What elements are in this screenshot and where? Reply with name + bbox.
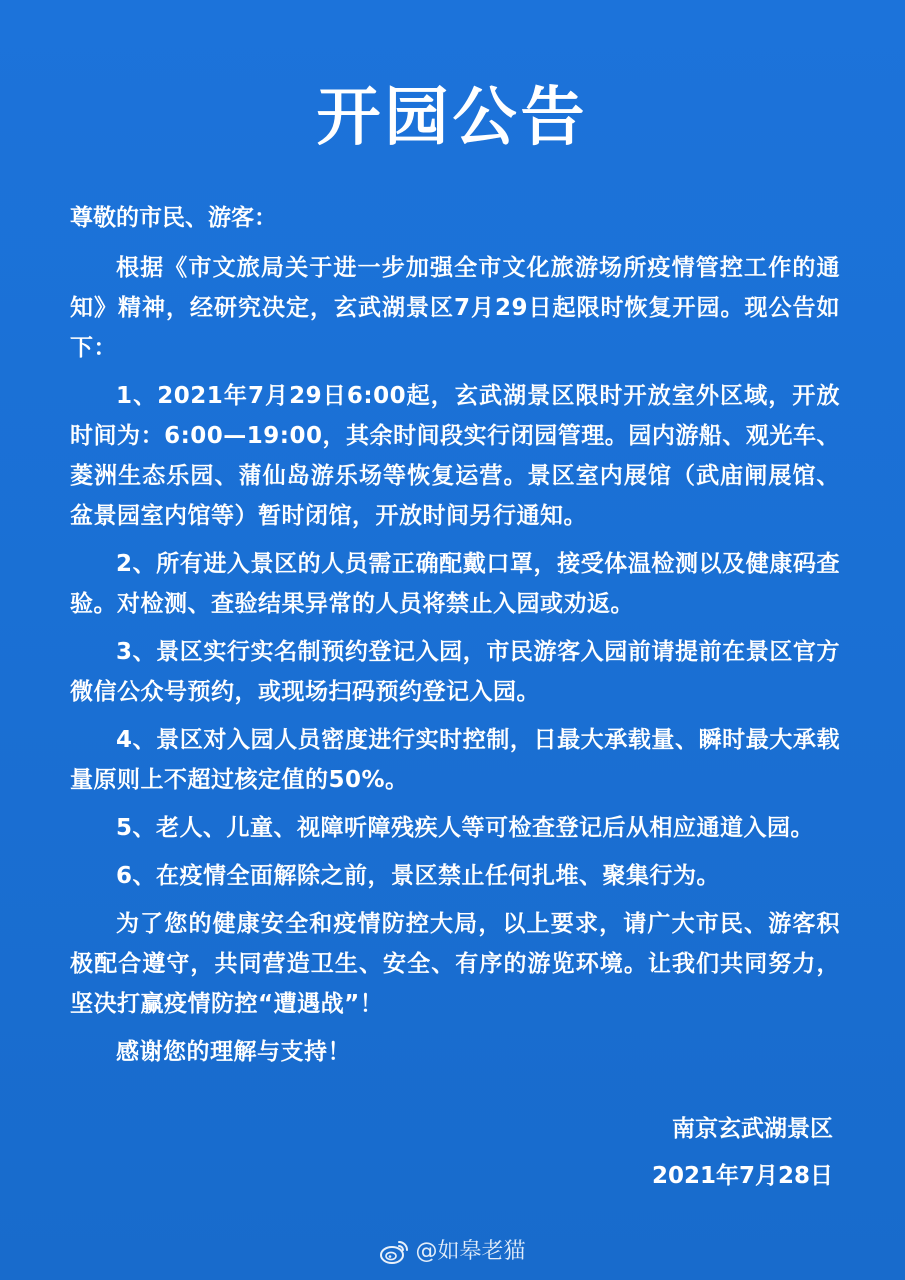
notice-body bbox=[70, 198, 840, 1072]
watermark-text: @如皋老猫 bbox=[415, 1239, 526, 1264]
item-4-paragraph: 4、景区对入园人员密度进行实时控制，日最大承载量、瞬时最大承载量原则上不超过核定值的50%。 bbox=[70, 727, 840, 793]
notice-title: 开园公告 bbox=[316, 81, 589, 155]
signature-date: 2021年7月28日 bbox=[651, 1163, 833, 1189]
appeal-paragraph: 为了您的健康安全和疫情防控大局，以上要求，请广大市民、游客积极配合遵守，共同营造卫生、安全、有序的游览环境。让我们共同努力，坚决打赢疫情防控“遭遇战”！ bbox=[70, 911, 840, 1017]
greeting: 尊敬的市民、游客： bbox=[70, 205, 277, 231]
item-5-paragraph: 5、老人、儿童、视障听障残疾人等可检查登记后从相应通道入园。 bbox=[116, 815, 815, 841]
intro-paragraph: 根据《市文旅局关于进一步加强全市文化旅游场所疫情管控工作的通知》精神，经研究决定，玄武湖景区7月29日起限时恢复开园。现公告如下： bbox=[70, 255, 840, 361]
thanks-paragraph: 感谢您的理解与支持！ bbox=[116, 1039, 351, 1065]
weibo-icon bbox=[379, 1239, 409, 1265]
item-6-paragraph: 6、在疫情全面解除之前，景区禁止任何扎堆、聚集行为。 bbox=[116, 863, 721, 889]
signature-org: 南京玄武湖景区 bbox=[672, 1116, 833, 1142]
item-2-paragraph: 2、所有进入景区的人员需正确配戴口罩，接受体温检测以及健康码查验。对检测、查验结果异常的人员将禁止入园或劝返。 bbox=[70, 551, 840, 617]
weibo-watermark bbox=[0, 1237, 905, 1267]
item-3-paragraph: 3、景区实行实名制预约登记入园，市民游客入园前请提前在景区官方微信公众号预约，或现场扫码预约登记入园。 bbox=[70, 639, 840, 705]
item-1-paragraph: 1、2021年7月29日6:00起，玄武湖景区限时开放室外区域，开放时间为：6:00—19:00，其余时间段实行闭园管理。园内游船、观光车、菱洲生态乐园、蒲仙岛游乐场等恢复运营。景区室内展馆（武庙闸展馆、盆景园室内馆等）暂时闭馆，开放时间另行通知。 bbox=[70, 383, 840, 529]
